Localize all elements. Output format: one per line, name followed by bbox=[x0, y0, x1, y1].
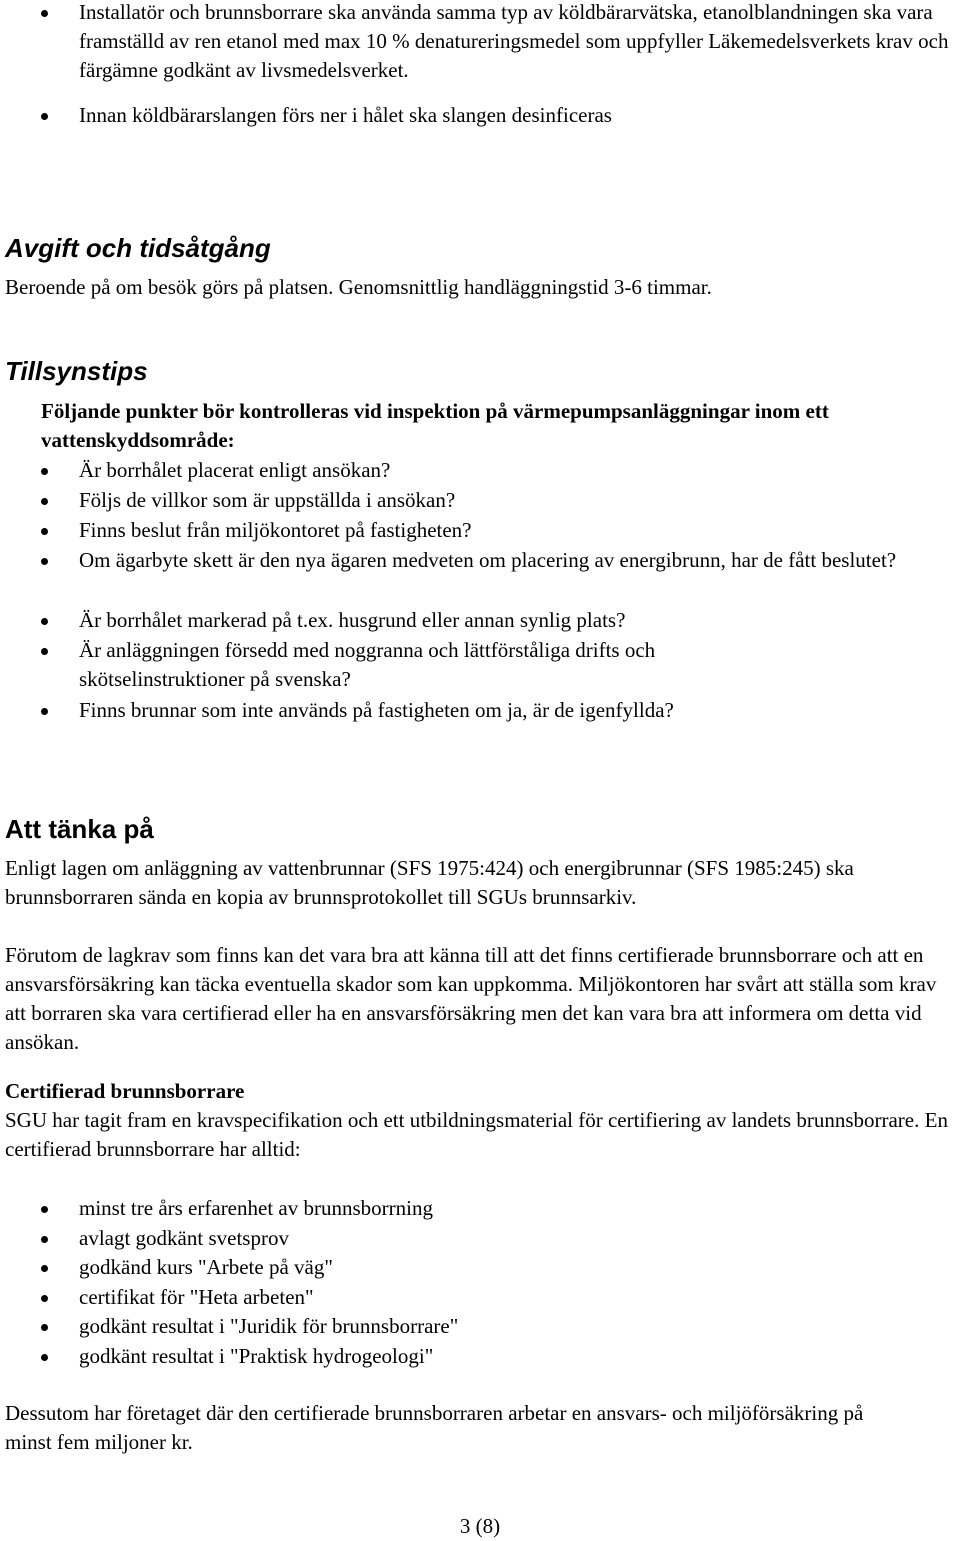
bullet-icon bbox=[41, 10, 48, 17]
list-item-text: Om ägarbyte skett är den nya ägaren medveten om placering av energibrunn, har de fått beslutet? bbox=[79, 548, 897, 572]
list-item-text: avlagt godkänt svetsprov bbox=[79, 1225, 289, 1250]
list-item bbox=[0, 516, 960, 546]
tillsyn-checklist bbox=[0, 456, 960, 726]
bullet-icon bbox=[41, 1354, 48, 1361]
bullet-icon bbox=[41, 618, 48, 625]
certifierad-closing: Dessutom har företaget där den certifierade brunnsborraren arbetar en ansvars- och miljöförsäkring på minst fem miljoner kr. bbox=[5, 1401, 864, 1454]
list-item bbox=[0, 1342, 960, 1372]
bullet-icon bbox=[41, 1324, 48, 1331]
bullet-icon bbox=[41, 468, 48, 475]
bullet-icon bbox=[41, 498, 48, 505]
list-item bbox=[0, 636, 799, 696]
certifierad-list bbox=[0, 1194, 960, 1372]
list-item-text: Är borrhålet placerat enligt ansökan? bbox=[79, 458, 391, 482]
bullet-icon bbox=[41, 1236, 48, 1243]
list-item-text: Installatör och brunnsborrare ska använda samma typ av köldbärarvätska, etanolblandningen ska vara framställd av ren etanol med max 10 % denatureringsmedel som uppfyller Läkemedelsverkets krav och färgämne godkänt av livsmedelsverket. bbox=[79, 0, 949, 82]
list-item-text: certifikat för "Heta arbeten" bbox=[79, 1284, 314, 1309]
list-item bbox=[0, 546, 939, 606]
certifierad-text: SGU har tagit fram en kravspecifikation och ett utbildningsmaterial för certifiering av landets brunnsborrare. En certifierad brunnsborrare har alltid: bbox=[5, 1108, 948, 1161]
heading-att-tanka-pa: Att tänka på bbox=[5, 814, 154, 844]
list-item bbox=[0, 0, 957, 85]
list-item bbox=[0, 1283, 960, 1313]
list-item-text: Finns beslut från miljökontoret på fastigheten? bbox=[79, 518, 472, 542]
list-item bbox=[0, 1253, 960, 1283]
list-item bbox=[0, 486, 960, 516]
list-item-text: Är borrhålet markerad på t.ex. husgrund eller annan synlig plats? bbox=[79, 608, 626, 632]
bullet-icon bbox=[41, 558, 48, 565]
list-item-text: godkänd kurs "Arbete på väg" bbox=[79, 1255, 333, 1280]
att-tanka-paragraph-2: Förutom de lagkrav som finns kan det vara bra att känna till att det finns certifierade brunnsborrare och att en ansvarsförsäkring kan täcka eventuella skador som kan uppkomma. Miljökontoren har svårt att ställa som krav att borraren ska vara certifierad eller ha en ansvarsförsäkring men det kan vara bra att informera om detta vid ansökan. bbox=[5, 943, 937, 1054]
bullet-icon bbox=[41, 648, 48, 655]
list-item bbox=[0, 1224, 960, 1254]
list-item bbox=[0, 606, 960, 636]
top-bullet-list bbox=[0, 0, 960, 130]
bullet-icon bbox=[41, 1295, 48, 1302]
heading-tillsynstips: Tillsynstips bbox=[5, 356, 148, 386]
bullet-icon bbox=[41, 1206, 48, 1213]
bullet-icon bbox=[41, 1265, 48, 1272]
list-item-text: Är anläggningen försedd med noggranna och lättförståliga drifts och skötselinstruktioner på svenska? bbox=[79, 638, 656, 691]
bullet-icon bbox=[41, 528, 48, 535]
avgift-text: Beroende på om besök görs på platsen. Genomsnittlig handläggningstid 3-6 timmar. bbox=[5, 275, 712, 299]
list-item bbox=[0, 1194, 960, 1224]
list-item bbox=[0, 696, 960, 726]
list-item-text: Följs de villkor som är uppställda i ansökan? bbox=[79, 488, 456, 512]
list-item bbox=[0, 101, 960, 130]
list-item-text: minst tre års erfarenhet av brunnsborrning bbox=[79, 1196, 433, 1220]
bullet-icon bbox=[41, 113, 48, 120]
list-item-text: godkänt resultat i "Praktisk hydrogeologi" bbox=[79, 1343, 434, 1368]
tillsyn-intro: Följande punkter bör kontrolleras vid inspektion på värmepumpsanläggningar inom ett vattenskyddsområde: bbox=[41, 399, 829, 452]
heading-avgift: Avgift och tidsåtgång bbox=[5, 233, 271, 263]
list-item-text: Finns brunnar som inte används på fastigheten om ja, är de igenfyllda? bbox=[79, 698, 674, 722]
list-item-text: Innan köldbärarslangen förs ner i hålet ska slangen desinficeras bbox=[79, 103, 612, 127]
att-tanka-paragraph-1: Enligt lagen om anläggning av vattenbrunnar (SFS 1975:424) och energibrunnar (SFS 1985:245) ska brunnsborraren sända en kopia av brunnsprotokollet till SGUs brunnsarkiv. bbox=[5, 856, 854, 909]
list-item-text: godkänt resultat i "Juridik för brunnsborrare" bbox=[79, 1314, 459, 1339]
heading-certifierad: Certifierad brunnsborrare bbox=[5, 1079, 245, 1103]
page-number: 3 (8) bbox=[459, 1514, 501, 1538]
bullet-icon bbox=[41, 708, 48, 715]
list-item bbox=[0, 1312, 960, 1342]
list-item bbox=[0, 456, 960, 486]
